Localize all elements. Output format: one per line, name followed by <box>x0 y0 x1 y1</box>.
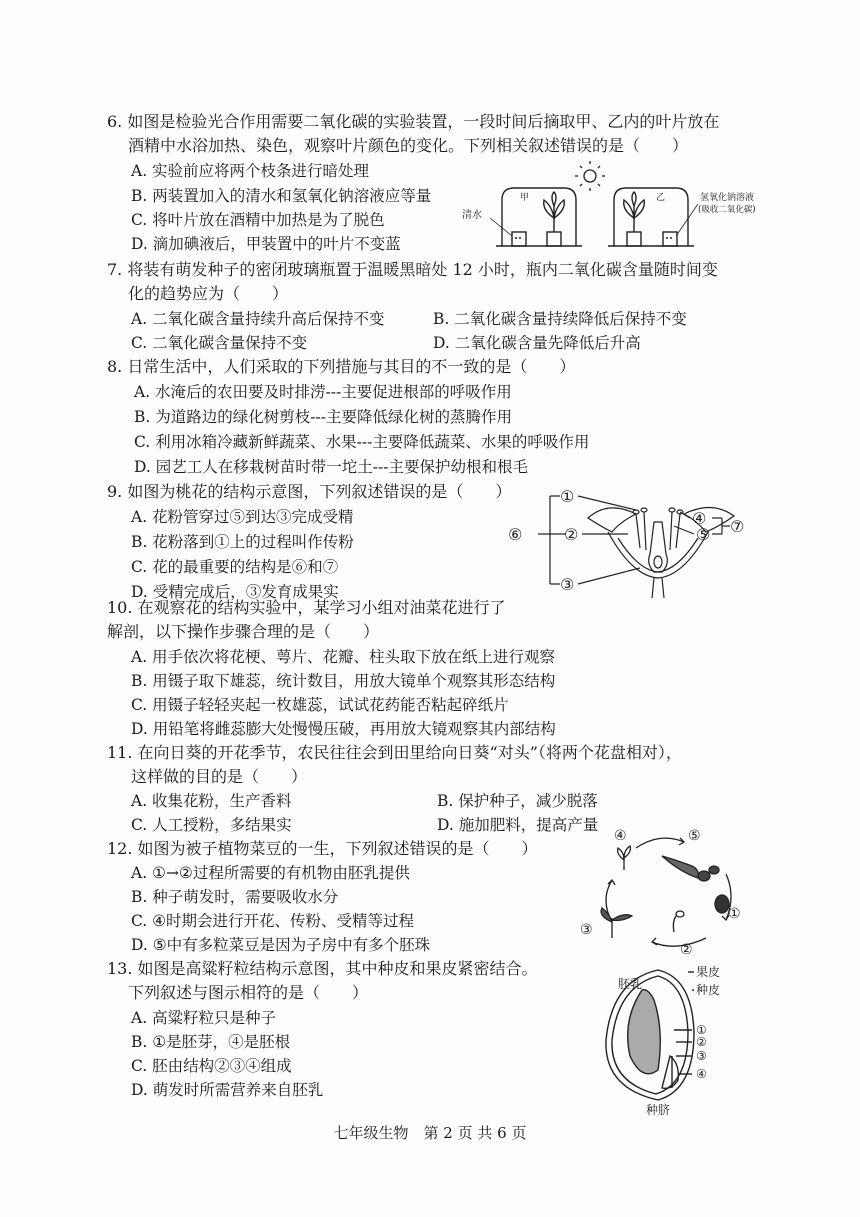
q13-option-c: C. 胚由结构②③④组成 <box>131 1057 292 1075</box>
q10-option-d: D. 用铅笔将雌蕊膨大处慢慢压破，再用放大镜观察其内部结构 <box>131 720 556 738</box>
label-naoh: 氢氧化钠溶液 <box>700 193 755 203</box>
q12-option-a: A. ①→②过程所需要的有机物由胚乳提供 <box>131 864 410 882</box>
grain-label-pericarp: 果皮 <box>696 965 721 979</box>
label-water: 清水 <box>462 210 482 221</box>
q8-option-a: A. 水淹后的农田要及时排涝---主要促进根部的呼吸作用 <box>134 383 512 401</box>
grain-label-4: ④ <box>696 1067 707 1081</box>
lifecycle-label-2: ② <box>680 942 693 956</box>
q6-option-b: B. 两装置加入的清水和氢氧化钠溶液应等量 <box>131 187 432 205</box>
q12-stem: 12. 如图为被子植物菜豆的一生，下列叙述错误的是（ ） <box>107 839 538 858</box>
q6-option-c: C. 将叶片放在酒精中加热是为了脱色 <box>131 211 385 229</box>
lifecycle-label-4: ④ <box>614 828 627 844</box>
grain-label-2: ② <box>696 1035 707 1049</box>
q10-stem-line1: 10. 在观察花的结构实验中，某学习小组对油菜花进行了 <box>107 598 506 617</box>
q8-option-c: C. 利用冰箱冷藏新鲜蔬菜、水果---主要降低蔬菜、水果的呼吸作用 <box>134 433 590 451</box>
lifecycle-label-5: ⑤ <box>688 828 701 844</box>
q11-stem-line1: 11. 在向日葵的开花季节，农民往往会到田里给向日葵“对头”（将两个花盘相对）， <box>107 743 682 762</box>
flower-label-3: ③ <box>560 575 575 594</box>
q6-stem-line1: 6. 如图是检验光合作用需要二氧化碳的实验装置，一段时间后摘取甲、乙内的叶片放在 <box>107 112 720 131</box>
grain-label-seedcoat: 种皮 <box>696 983 721 997</box>
q12-option-d: D. ⑤中有多粒菜豆是因为子房中有多个胚珠 <box>131 936 431 954</box>
grain-label-3: ③ <box>696 1049 707 1063</box>
q9-option-a: A. 花粉管穿过⑤到达③完成受精 <box>131 508 354 526</box>
q7-option-b: B. 二氧化碳含量持续降低后保持不变 <box>433 310 687 328</box>
q10-stem-line2: 解剖，以下操作步骤合理的是（ ） <box>107 622 380 641</box>
jar-jia <box>496 188 582 246</box>
q13-stem-line2: 下列叙述与图示相符的是（ ） <box>128 983 369 1002</box>
flower-label-4: ④ <box>692 509 707 528</box>
q11-option-d: D. 施加肥料，提高产量 <box>437 816 599 834</box>
q6-experiment-figure <box>462 160 762 252</box>
q13-option-b: B. ①是胚芽，④是胚根 <box>131 1033 291 1051</box>
q13-sorghum-grain-figure <box>588 960 738 1118</box>
flower-label-6: ⑥ <box>508 525 523 544</box>
label-jia: 甲 <box>520 193 530 203</box>
q7-stem-line1: 7. 将装有萌发种子的密闭玻璃瓶置于温暖黑暗处 12 小时，瓶内二氧化碳含量随时间变 <box>107 260 718 279</box>
q6-option-d: D. 滴加碘液后，甲装置中的叶片不变蓝 <box>131 235 401 253</box>
flower-label-1: ① <box>560 488 575 506</box>
label-naoh-note: (吸收二氧化碳) <box>698 205 756 215</box>
q9-peach-flower-figure <box>508 488 754 600</box>
q9-option-c: C. 花的最重要的结构是⑥和⑦ <box>131 558 339 576</box>
q10-option-a: A. 用手依次将花梗、萼片、花瓣、柱头取下放在纸上进行观察 <box>131 648 556 666</box>
q11-option-c: C. 人工授粉，多结果实 <box>131 816 292 834</box>
q7-option-a: A. 二氧化碳含量持续升高后保持不变 <box>131 310 385 328</box>
jar-yi <box>608 188 694 246</box>
flower-label-5: ⑤ <box>696 525 711 544</box>
q7-stem-line2: 化的趋势应为（ ） <box>128 284 289 303</box>
q11-option-b: B. 保护种子，减少脱落 <box>437 792 598 810</box>
q12-option-b: B. 种子萌发时，需要吸收水分 <box>131 888 339 906</box>
q13-option-a: A. 高粱籽粒只是种子 <box>131 1009 277 1027</box>
flower-label-2: ② <box>564 525 579 544</box>
q11-stem-line2: 这样做的目的是（ ） <box>131 767 308 786</box>
q8-option-b: B. 为道路边的绿化树剪枝---主要降低绿化树的蒸腾作用 <box>134 408 512 426</box>
grain-label-endosperm: 胚乳 <box>618 977 643 991</box>
sun-icon <box>575 161 605 191</box>
lifecycle-label-1: ① <box>728 906 741 922</box>
q12-bean-lifecycle-figure <box>576 826 748 956</box>
q7-option-c: C. 二氧化碳含量保持不变 <box>131 334 308 352</box>
q9-option-d: D. 受精完成后，③发育成果实 <box>131 583 339 601</box>
q6-stem-line2: 酒精中水浴加热、染色，观察叶片颜色的变化。下列相关叙述错误的是（ ） <box>128 136 689 155</box>
q12-option-c: C. ④时期会进行开花、传粉、受精等过程 <box>131 912 415 930</box>
q13-stem-line1: 13. 如图是高粱籽粒结构示意图，其中种皮和果皮紧密结合。 <box>107 959 538 978</box>
grain-label-1: ① <box>696 1023 707 1037</box>
grain-label-hilum: 种脐 <box>646 1103 671 1117</box>
label-yi: 乙 <box>656 193 666 203</box>
flower-label-7: ⑦ <box>730 517 745 536</box>
q9-option-b: B. 花粉落到①上的过程叫作传粉 <box>131 533 354 551</box>
q13-option-d: D. 萌发时所需营养来自胚乳 <box>131 1081 324 1099</box>
q8-stem: 8. 日常生活中，人们采取的下列措施与其目的不一致的是（ ） <box>107 357 576 376</box>
q8-option-d: D. 园艺工人在移栽树苗时带一坨土---主要保护幼根和根毛 <box>134 458 528 476</box>
q10-option-c: C. 用镊子轻轻夹起一枚雄蕊，试试花药能否粘起碎纸片 <box>131 696 509 714</box>
page-footer: 七年级生物 第 2 页 共 6 页 <box>333 1124 527 1142</box>
q10-option-b: B. 用镊子取下雄蕊，统计数目，用放大镜单个观察其形态结构 <box>131 672 556 690</box>
q7-option-d: D. 二氧化碳含量先降低后升高 <box>433 334 641 352</box>
q11-option-a: A. 收集花粉，生产香料 <box>131 792 292 810</box>
q6-option-a: A. 实验前应将两个枝条进行暗处理 <box>131 162 370 180</box>
q9-stem: 9. 如图为桃花的结构示意图，下列叙述错误的是（ ） <box>107 482 512 501</box>
lifecycle-label-3: ③ <box>580 922 593 938</box>
